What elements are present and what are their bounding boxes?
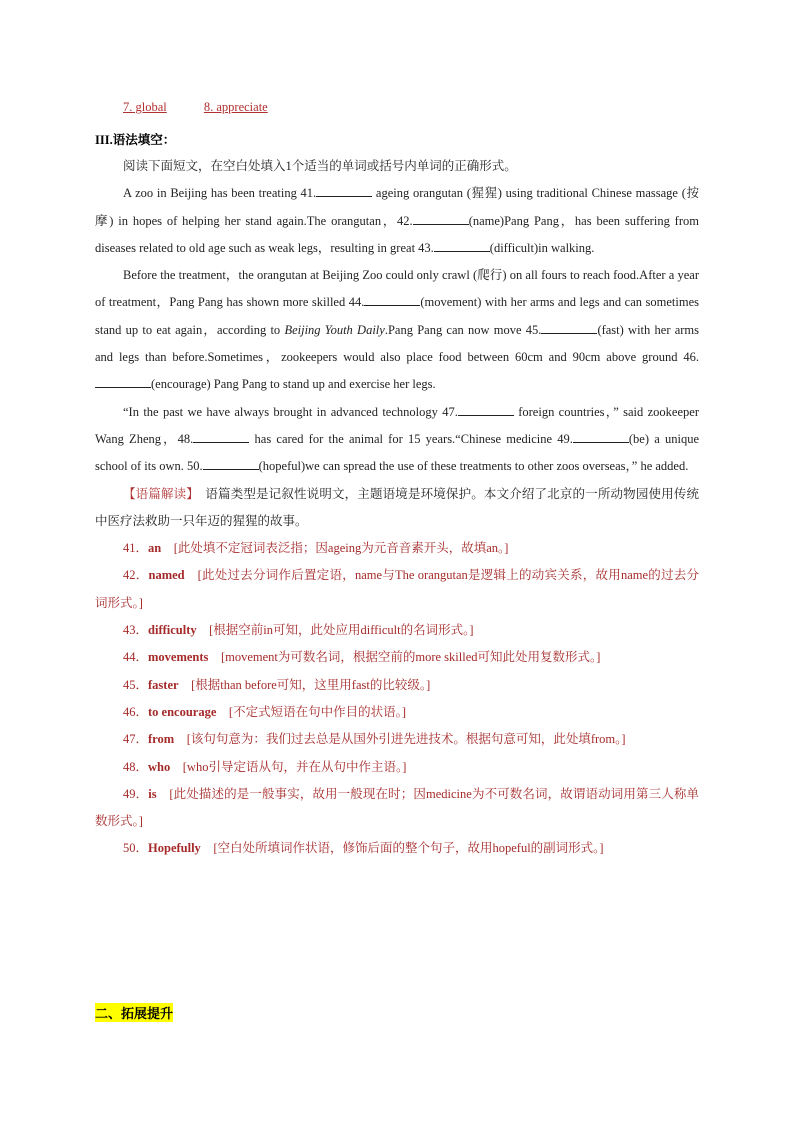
answer-item [95, 535, 699, 562]
discourse-analysis [95, 481, 699, 536]
answer-item [95, 562, 699, 617]
blank-49 [573, 430, 629, 443]
answer-item [95, 781, 699, 836]
answer-number: 43． [123, 623, 149, 638]
answer-word: an [148, 541, 162, 556]
answer-number: 41． [123, 541, 149, 556]
answer-explanation: [此处填不定冠词表泛指；因ageing为元音音素开头，故填an。] [173, 541, 509, 556]
blank-46 [95, 375, 151, 388]
section-title-extension: 二、拓展提升 [95, 1003, 173, 1022]
answer-explanation: [不定式短语在句中作目的状语。] [228, 704, 406, 719]
answer-item [95, 617, 699, 644]
answer-item [95, 699, 699, 726]
answer-word: faster [148, 677, 179, 692]
blank-41 [316, 184, 372, 197]
answer-number: 47． [123, 732, 149, 747]
answer-explanation: [该句句意为：我们过去总是从国外引进先进技术。根据句意可知，此处填from。] [186, 732, 626, 747]
answer-item [95, 672, 699, 699]
answer-number: 50． [123, 841, 149, 856]
answer-item [95, 644, 699, 671]
previous-answers [123, 100, 302, 115]
answer-7: 7. global [123, 100, 167, 114]
blank-45 [541, 321, 597, 334]
blank-47 [458, 403, 514, 416]
blank-48 [193, 430, 249, 443]
passage-paragraph-1: A zoo in Beijing has been treating 41. ageing orangutan (猩猩) using traditional Chinese massage (按摩) in hopes of helping her stand again.The orangutan，42. (name)Pang Pang，has been suffering from diseases related to old age such as weak legs，resulting in great 43. (difficult)in walking. [95, 186, 699, 255]
blank-44 [364, 293, 420, 306]
passage-paragraph-3: “In the past we have always brought in advanced technology 47. foreign countries，” said zookeeper Wang Zheng，48. has cared for the animal for 15 years.“Chinese medicine 49. (be) a unique school of its own. 50. (hopeful)we can spread the use of these treatments to other zoos overseas，” he added. [95, 404, 699, 474]
answer-word: movements [148, 650, 209, 665]
blank-42 [413, 212, 469, 225]
answer-word: difficulty [148, 623, 197, 638]
answer-explanation: [movement为可数名词，根据空前的more skilled可知此处用复数形式。] [220, 650, 601, 665]
answer-item [95, 835, 699, 862]
answer-item [95, 726, 699, 753]
answer-number: 48． [123, 759, 149, 774]
analysis-text: 语篇类型是记叙性说明文，主题语境是环境保护。本文介绍了北京的一所动物园使用传统中医疗法救助一只年迈的猩猩的故事。 [95, 486, 699, 528]
answer-number: 42． [123, 568, 149, 583]
section-title-grammar: III.语法填空： [95, 133, 176, 147]
blank-50 [203, 457, 259, 470]
answer-explanation: [根据than before可知，这里用fast的比较级。] [191, 677, 431, 692]
answer-number: 45． [123, 677, 149, 692]
answer-explanation: [此处描述的是一般事实，故用一般现在时；因medicine为不可数名词，故谓语动词用第三人称单数形式。] [95, 786, 699, 829]
blank-43 [434, 239, 490, 252]
answer-explanation: [who引导定语从句，并在从句中作主语。] [182, 759, 407, 774]
analysis-label: 【语篇解读】 [123, 486, 193, 501]
answer-explanation: [空白处所填词作状语，修饰后面的整个句子，故用hopeful的副词形式。] [213, 841, 604, 856]
answer-item [95, 754, 699, 781]
instruction: 阅读下面短文，在空白处填入1个适当的单词或括号内单词的正确形式。 [123, 159, 517, 173]
answer-8: 8. appreciate [203, 100, 268, 114]
answer-word: who [148, 759, 171, 774]
answer-word: from [148, 732, 175, 747]
answer-number: 49． [123, 786, 149, 801]
answer-word: named [148, 568, 185, 583]
answer-explanation: [此处过去分词作后置定语，name与The orangutan是逻辑上的动宾关系，故用name的过去分词形式。] [95, 568, 699, 610]
answer-number: 46． [123, 704, 149, 719]
passage [95, 153, 699, 863]
answer-explanation: [根据空前in可知，此处应用difficult的名词形式。] [209, 623, 474, 638]
answer-word: to encourage [148, 704, 217, 719]
answer-number: 44． [123, 650, 149, 665]
answer-list [95, 535, 699, 863]
answer-word: is [148, 786, 157, 801]
answer-word: Hopefully [148, 841, 201, 856]
passage-paragraph-2: Before the treatment，the orangutan at Beijing Zoo could only crawl (爬行) on all fours to reach food.After a year of treatment，Pang Pang has shown more skilled 44. (movement) with her arms and legs and can sometimes stand up to eat again，according to Beijing Youth Daily.Pang Pang can now move 45. (fast) with her arms and legs than before.Sometimes，zookeepers would also place food between 60cm and 90cm above ground 46.(encourage) Pang Pang to stand up and exercise her legs. [95, 268, 700, 392]
